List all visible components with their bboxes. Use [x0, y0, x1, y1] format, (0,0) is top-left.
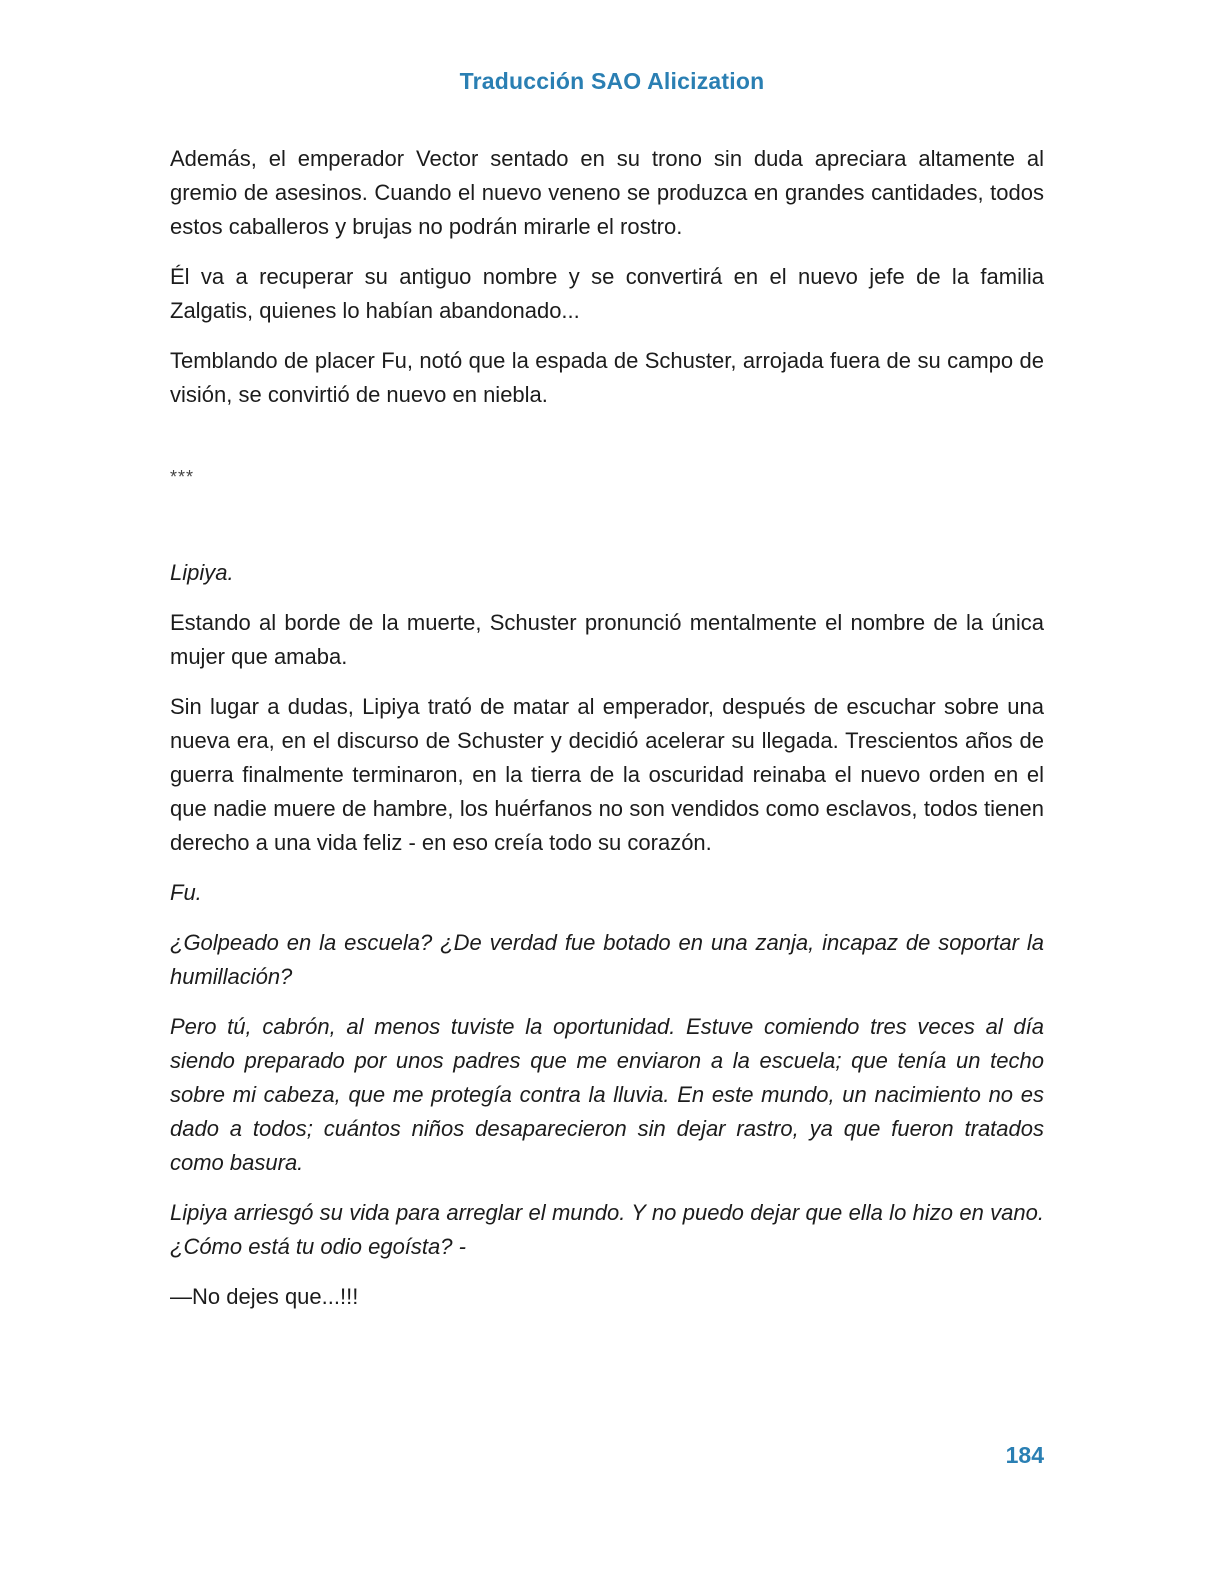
paragraph: Él va a recuperar su antiguo nombre y se convertirá en el nuevo jefe de la familia Zalgatis, quienes lo habían abandonado... — [170, 264, 1044, 323]
paragraph: Además, el emperador Vector sentado en su trono sin duda apreciara altamente al gremio de asesinos. Cuando el nuevo veneno se produzca en grandes cantidades, todos estos caballeros y brujas no podrán mirarle el rostro. — [170, 146, 1044, 239]
document-body — [170, 142, 1044, 1330]
paragraph: Lipiya arriesgó su vida para arreglar el mundo. Y no puedo dejar que ella lo hizo en vano. ¿Cómo está tu odio egoísta? - — [170, 1200, 1044, 1259]
paragraph: Sin lugar a dudas, Lipiya trató de matar al emperador, después de escuchar sobre una nueva era, en el discurso de Schuster y decidió acelerar su llegada. Trescientos años de guerra finalmente terminaron, en la tierra de la oscuridad reinaba el nuevo orden en el que nadie muere de hambre, los huérfanos no son vendidos como esclavos, todos tienen derecho a una vida feliz - en eso creía todo su corazón. — [170, 694, 1044, 855]
section-separator: *** — [170, 467, 195, 487]
paragraph: Temblando de placer Fu, notó que la espada de Schuster, arrojada fuera de su campo de visión, se convirtió de nuevo en niebla. — [170, 348, 1044, 407]
paragraph: Fu. — [170, 880, 202, 905]
paragraph: ¿Golpeado en la escuela? ¿De verdad fue botado en una zanja, incapaz de soportar la humillación? — [170, 930, 1044, 989]
paragraph: Pero tú, cabrón, al menos tuviste la oportunidad. Estuve comiendo tres veces al día siendo preparado por unos padres que me enviaron a la escuela; que tenía un techo sobre mi cabeza, que me protegía contra la lluvia. En este mundo, un nacimiento no es dado a todos; cuántos niños desaparecieron sin dejar rastro, ya que fueron tratados como basura. — [170, 1014, 1044, 1175]
paragraph: Estando al borde de la muerte, Schuster pronunció mentalmente el nombre de la única mujer que amaba. — [170, 610, 1044, 669]
paragraph: Lipiya. — [170, 560, 234, 585]
page-header-title: Traducción SAO Alicization — [459, 68, 765, 94]
page-number: 184 — [1005, 1442, 1044, 1468]
paragraph: —No dejes que...!!! — [170, 1284, 359, 1309]
